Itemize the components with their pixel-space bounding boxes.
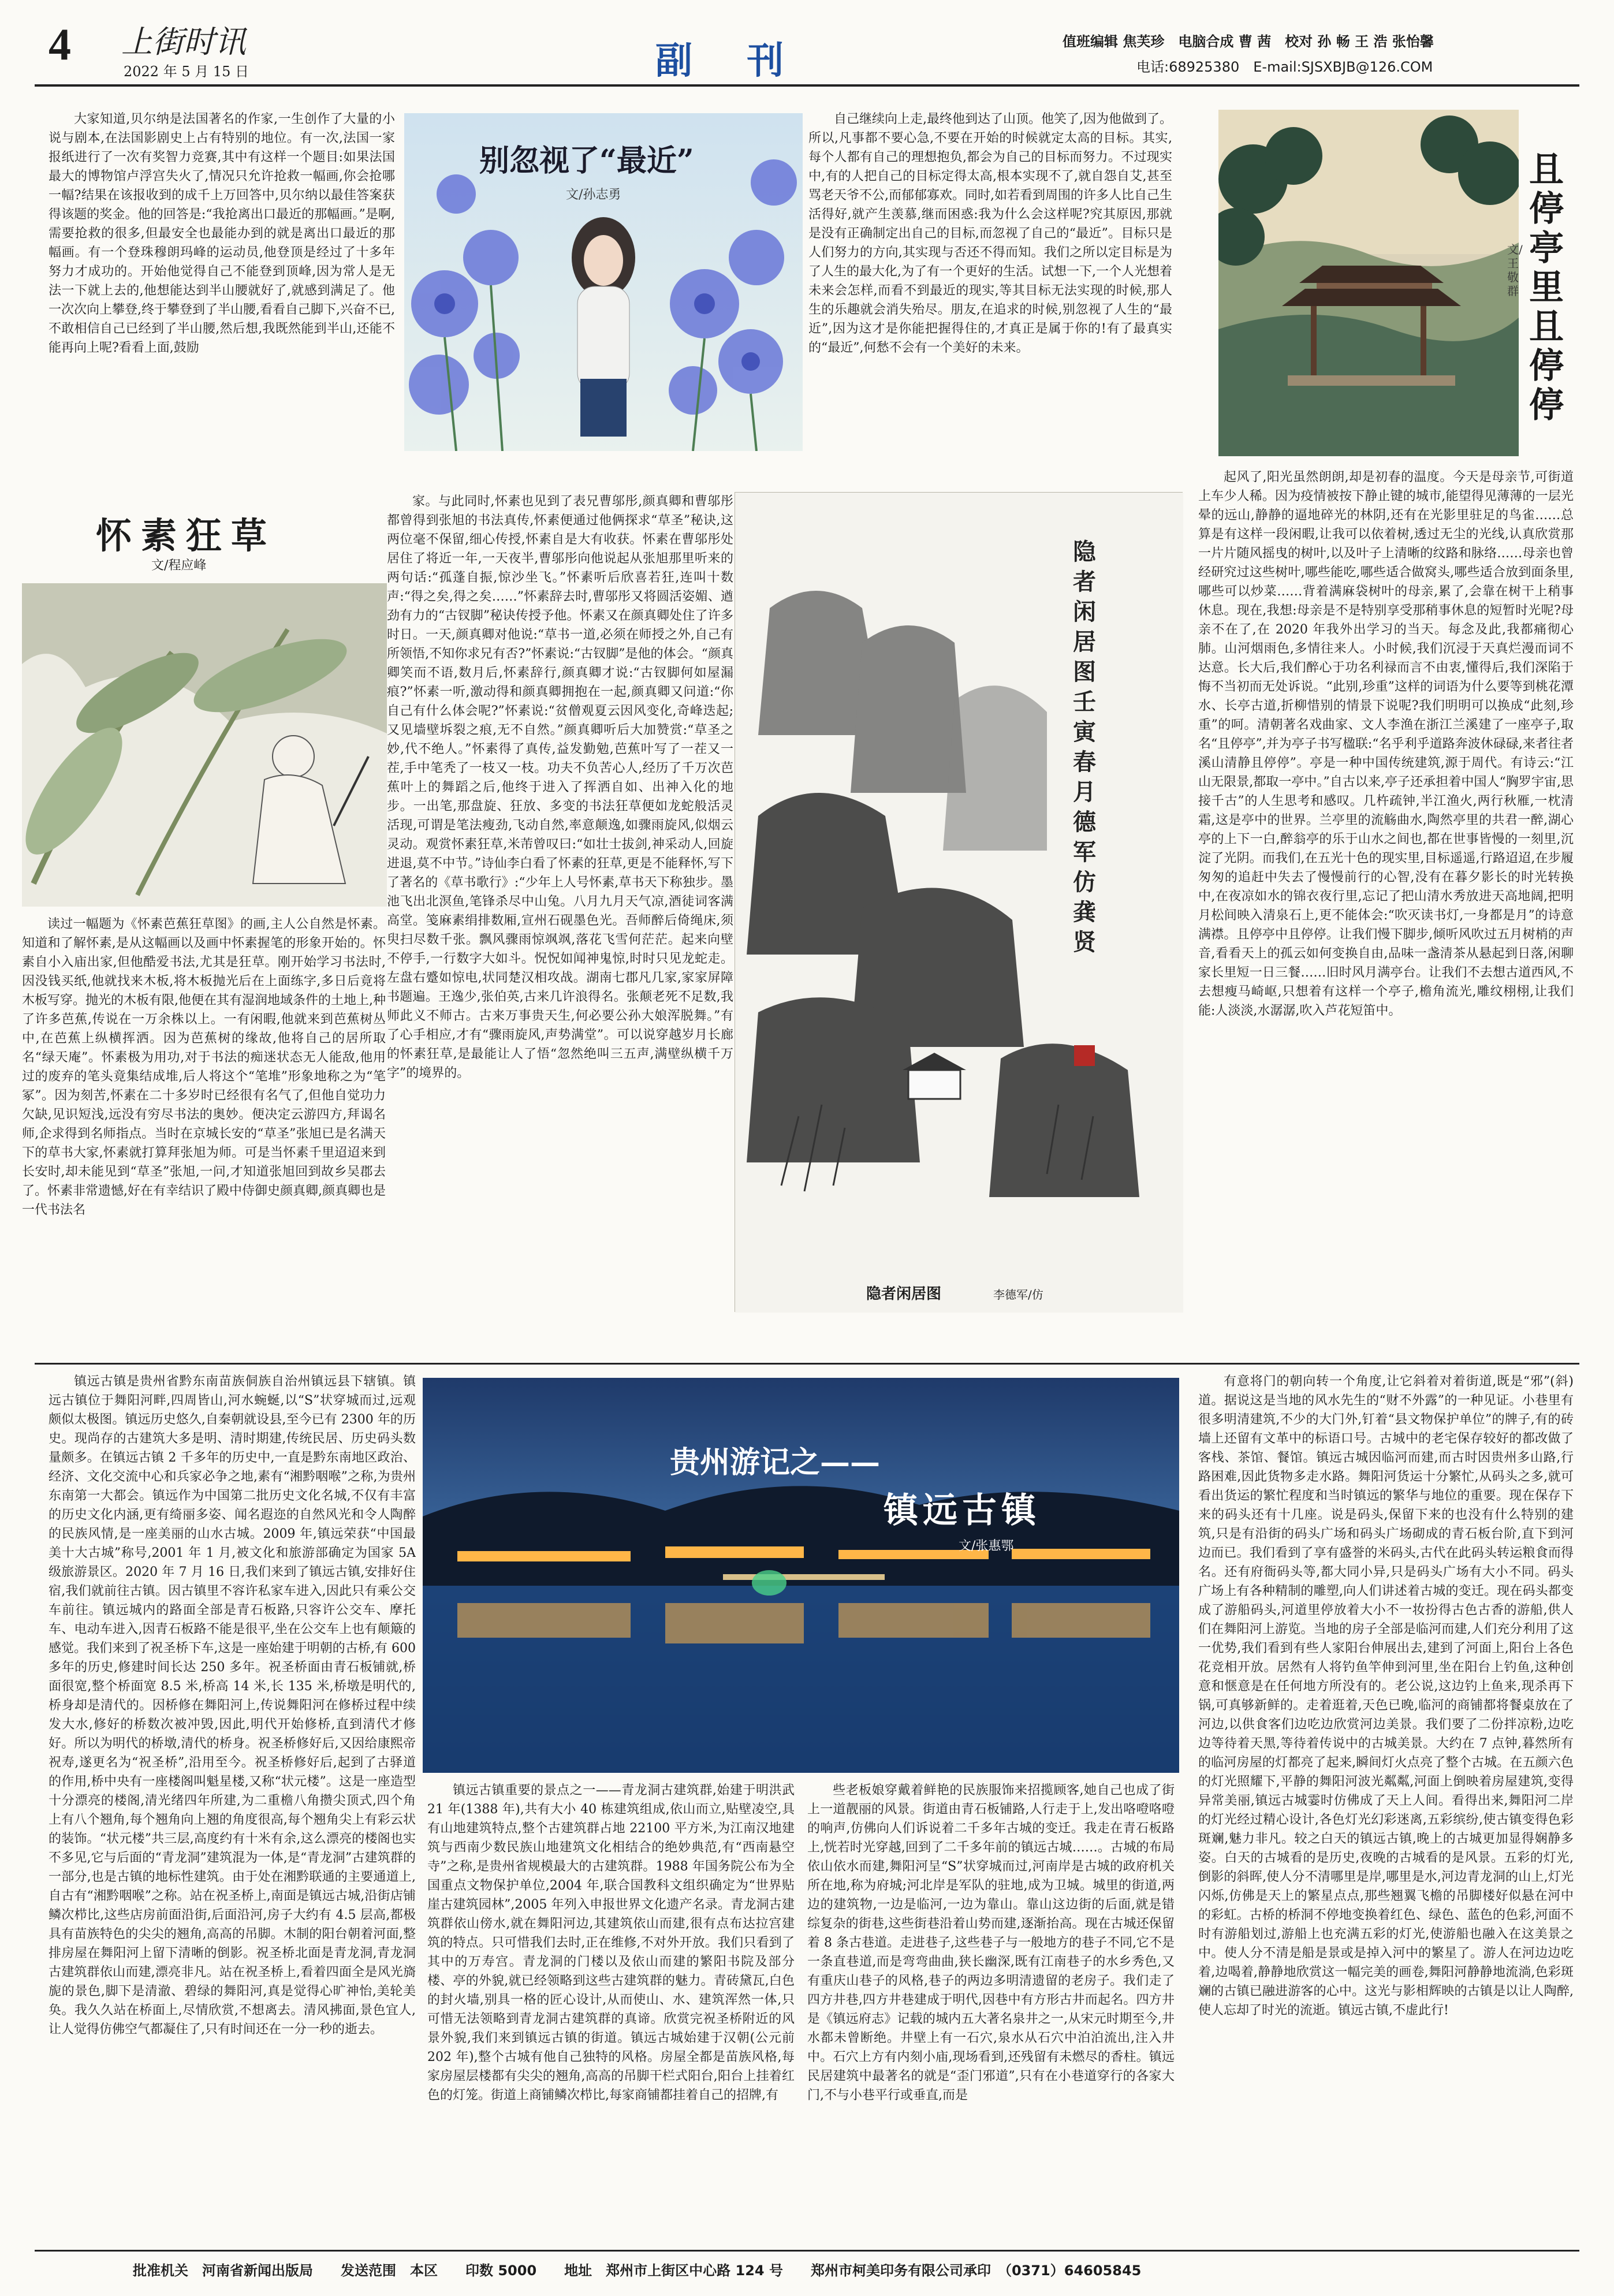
section-title: 副 刊 xyxy=(655,39,805,83)
paper-name: 上街时讯 xyxy=(121,24,246,60)
article2-body-col2: 家。与此同时,怀素也见到了表兄曹邬彤,颜真卿和曹邬彤都曾得到张旭的书法真传,怀素便通过他俩探求“草圣”秘诀,这两位毫不保留,细心传授,怀素自是大有收获。怀素在曹邬彤处居住了将近一年,一天夜半,曹邬彤向他说起从张旭那里听来的两句话:“孤蓬自振,惊沙坐飞。”怀素听后欣喜若狂,连叫十数声:“得之矣,得之矣……”怀素辞去时,曹邬彤又将圆活姿媚、遒劲有力的“古钗脚”秘诀传授予他。怀素又在颜真卿处住了许多时日。一天,颜真卿对他说:“草书一道,必须在师授之外,自己有所领悟,不知你求兄有否?”怀素说:“古钗脚”是他的体会。“颜真卿笑而不语,数月后,怀素辞行,颜真卿才说:“古钗脚何如屋漏痕?”怀素一听,激动得和颜真卿拥抱在一起,颜真卿又问道:“你自己有什么体会呢?”怀素说:“贫僧观夏云因风变化,奇峰迭起;又见墙壁坼裂之痕,无不自然。”颜真卿听后大加赞赏:“草圣之妙,代不绝人。”怀素得了真传,益发勤勉,芭蕉叶写了一茬又一茬,手中笔秃了一枝又一枝。功夫不负苦心人,经历了千万次芭蕉叶上的舞蹈之后,他终于进入了挥洒自如、出神入化的地步。一出笔,那盘旋、狂放、多变的书法狂草便如龙蛇般活灵活现,可谓是笔法瘦劲,飞动自然,率意颠逸,如骤雨旋风,似烟云灵动。观赏怀素狂草,米芾曾叹曰:“如壮士拔剑,神采动人,回旋进退,莫不中节。”诗仙李白看了怀素的狂草,更是不能释怀,写下了著名的《草书歌行》:“少年上人号怀素,草书天下称独步。墨池飞出北溟鱼,笔锋杀尽中山兔。八月九月天气凉,酒徒词客满高堂。笺麻素绢排数厢,宣州石砚墨色光。吾师醉后倚绳床,须臾扫尽数千张。飘风骤雨惊飒飒,落花飞雪何茫茫。起来向壁不停手,一行数字大如斗。怳怳如闻神鬼惊,时时只见龙蛇走。左盘右蹙如惊电,状同楚汉相攻战。湖南七郡凡几家,家家屏障书题遍。王逸少,张伯英,古来几许浪得名。张颠老死不足数,我师此义不师古。古来万事贵天生,何必要公孙大娘浑脱舞。”有了心手相应,才有“骤雨旋风,声势满堂”。可以说穿越岁月长廊的怀素狂草,是最能让人了悟“忽然绝叫三五声,满壁纵横千万字”的境界的。 xyxy=(387,494,733,1080)
staff-line: 值班编辑 焦芙珍 电脑合成 曹 茜 校对 孙 畅 王 浩 张怡馨 xyxy=(1063,33,1434,50)
article4-photo xyxy=(423,1378,1179,1773)
contact-line: 电话:68925380 E-mail:SJSXBJB@126.COM xyxy=(1136,59,1433,75)
article2-title: 怀素狂草 xyxy=(96,515,277,557)
footer-rule xyxy=(35,2250,1579,2252)
article1-title: 别忽视了“最近” xyxy=(479,143,694,178)
article2-body-col1: 读过一幅题为《怀素芭蕉狂草图》的画,主人公自然是怀素。知道和了解怀素,是从这幅画以及画中怀素握笔的形象开始的。怀素自小入庙出家,但他酷爱书法,尤其是狂草。刚开始学习书法时,因没钱买纸,他就找来木板,将木板抛光后在上面练字,多日后竟将木板写穿。抛光的木板有限,他便在其有湿润地域条件的土地上,种了许多芭蕉,传说在一万余株以上。一有闲暇,他就来到芭蕉树丛中,在芭蕉上纵横挥洒。因为芭蕉树的缘故,他将自己的居所取名“绿天庵”。怀素极为用功,对于书法的痴迷状态无人能敌,他用过的废弃的笔头竟集结成堆,后人将这个“笔堆”形象地称之为“笔冢”。因为刻苦,怀素在二十多岁时已经很有名气了,但他自觉功力欠缺,见识短浅,远没有穷尽书法的奥妙。便决定云游四方,拜谒名师,企求得到名师指点。当时在京城长安的“草圣”张旭已是名满天下的草书大家,怀素就打算拜张旭为师。可是当怀素千里迢迢来到长安时,却未能见到“草圣”张旭,一问,才知道张旭回到故乡吴郡去了。怀素非常遗憾,好在有幸结识了殿中侍御史颜真卿,颜真卿也是一代书法名 xyxy=(22,917,386,1217)
article2-illustration xyxy=(22,583,387,907)
article2-author: 文/程应峰 xyxy=(151,558,207,573)
header-rule xyxy=(35,84,1579,87)
footer-text: 批准机关 河南省新闻出版局 发送范围 本区 印数 5000 地址 郑州市上街区中心路 124 号 郑州市柯美印务有限公司承印 （0371）64605845 xyxy=(133,2263,1142,2279)
painting-inscription: 隐者闲居图 壬寅春月 德军 仿龚贤 xyxy=(1073,538,1096,956)
article4-body-col2: 镇远古镇重要的景点之一——青龙洞古建筑群,始建于明洪武 21 年(1388 年),共有大小 40 栋建筑组成,依山而立,贴壁凌空,具有山地建筑特点,整个古建筑群占地 22100 平方米,为江南汉地建筑与西南少数民族山地建筑文化相结合的绝妙典范,有“西南悬空寺”之称,是贵州省规模最大的古建筑群。1988 年国务院公布为全国重点文物保护单位,2004 年,联合国教科文组织确定为“世界贴崖古建筑园林”,2005 年列入申报世界文化遗产名录。青龙洞古建筑群依山傍水,就在舞阳河边,其建筑依山而建,很有点布达拉宫建筑的特点。只可惜我们去时,正在维修,不对外开放。我们只看到了其中的万寿宫。青龙洞的门楼以及依山而建的繁阳书院及部分楼、亭的外貌,就已经领略到这些古建筑群的魅力。青砖黛瓦,白色的封火墙,别具一格的匠心设计,从而使山、水、建筑浑然一体,只可惜无法领略到青龙洞古建筑群的真谛。欣赏完祝圣桥附近的风景外貌,我们来到镇远古镇的街道。镇远古城始建于汉朝(公元前 202 年),整个古城有他自己独特的风格。房屋全都是苗族风格,每家房屋层楼都有尖尖的翘角,高高的吊脚干栏式阳台,阳台上挂着红色的灯笼。街道上商铺鳞次栉比,每家商铺都挂着自己的招牌,有 xyxy=(427,1783,795,2103)
article1-author: 文/孙志勇 xyxy=(566,188,621,202)
painting-frame xyxy=(735,492,1183,1312)
article4-body-col1: 镇远古镇是贵州省黔东南苗族侗族自治州镇远县下辖镇。镇远古镇位于舞阳河畔,四周皆山,河水蜿蜒,以“S”状穿城而过,远观颇似太极图。镇远历史悠久,自秦朝就设县,至今已有 2300 年的历史。现尚存的古建筑大多是明、清时期建,传统民居、历史码头数量颇多。在镇远古镇 2 千多年的历史中,一直是黔东南地区政治、经济、文化交流中心和兵家必争之地,素有“湘黔咽喉”之称,为贵州东南第一大都会。镇远作为中国第二批历史文化名城,不仅有丰富的历史文化内涵,更有绮丽多姿、闻名遐迩的自然风光和令人陶醉的民族风情,是一座美丽的山水古城。2009 年,镇远荣获“中国最美十大古城”称号,2001 年 1 月,被文化和旅游部确定为国家 5A 级旅游景区。2020 年 7 月 16 日,我们来到了镇远古镇,安排好住宿,我们就前往古镇。因古镇里不容许私家车进入,因此只有乘公交车前往。镇远城内的路面全部是青石板路,只容许公交车、摩托车、电动车进入,因青石板路不能是很平,坐在公交车上也有颠簸的感觉。我们来到了祝圣桥下车,这是一座始建于明朝的古桥,有 600 多年的历史,修建时间长达 250 多年。祝圣桥面由青石板铺就,桥面很宽,整个桥面宽 8.5 米,桥高 14 米,长 135 米,桥墩是明代的,桥身却是清代的。因桥修在舞阳河上,传说舞阳河在修桥过程中续发大水,修好的桥数次被冲毁,因此,明代开始修桥,直到清代才修好。所以为明代的桥墩,清代的桥身。祝圣桥修好后,又因给康熙帝祝寿,遂更名为“祝圣桥”,沿用至今。祝圣桥修好后,起到了古驿道的作用,桥中央有一座楼阁叫魁星楼,又称“状元楼”。这是一座造型十分漂亮的楼阁,清光绪四年所建,为二重檐八角攒尖顶式,四个角上有八个翘角,每个翘角向上翘的角度很高,每个翘角尖上有彩云状的装饰。“状元楼”共三层,高度约有十米有余,这么漂亮的楼阁也实不多见,它与后面的“青龙洞”建筑混为一体,是“青龙洞”古建筑群的一部分,也是古镇的地标性建筑。由于处在湘黔联通的主要通道上,自古有“湘黔咽喉”之称。站在祝圣桥上,南面是镇远古城,沿街店铺鳞次栉比,这些店房前面沿街,后面沿河,房子大约有 4.5 层高,都极具有苗族特色的尖尖的翘角,高高的吊脚。木制的阳台朝着河面,整排房屋在舞阳河上留下清晰的倒影。祝圣桥北面是青龙洞,青龙洞古建筑群依山而建,漂亮非凡。站在祝圣桥上,看着四面全是风光旖旎的景色,脚下是清澈、碧绿的舞阳河,真是觉得心旷神怡,美轮美奂。我久久站在桥面上,尽情欣赏,不想离去。清风拂面,景色宜人,让人觉得仿佛空气都凝住了,只有时间还在一分一秒的逝去。 xyxy=(49,1374,416,2037)
article3-author: 文/王敬群 xyxy=(1507,243,1523,298)
article4-body-col3: 些老板娘穿戴着鲜艳的民族服饰来招揽顾客,她自己也成了街上一道靓丽的风景。街道由青石板铺路,人行走于上,发出咯噔咯噔的响声,仿佛向人们诉说着二千多年古城的变迁。我走在青石板路上,恍若时光穿越,回到了二千多年前的镇远古城……。古城的布局依山依水而建,舞阳河呈“S”状穿城而过,河南岸是古城的政府机关所在地,称为府城;河北岸是军队的驻地,成为卫城。城里的街道,两边的建筑物,一边是临河,一边为靠山。靠山这边街的后面,就是错综复杂的街巷,这些街巷沿着山势而建,逐渐抬高。现在古城还保留着 8 条古巷道。走进巷子,这些巷子与一般地方的巷子不同,它不是一条直巷道,而是弯弯曲曲,狭长幽深,既有江南巷子的水乡秀色,又有重庆山巷子的风格,巷子的两边多明清遗留的老房子。我们走了四方井巷,四方井巷建成于明代,因巷中有方形古井而起名。四方井是《镇远府志》记载的城内五大著名泉井之一,从宋元时期至今,井水都未曾断绝。井壁上有一石穴,泉水从石穴中泊泊流出,注入井中。石穴上方有内刻小庙,现场看到,还残留有未燃尽的香柱。镇远民居建筑中最著名的就是“歪门邪道”,只有在小巷道穿行的各家大门,不与小巷平行或垂直,而是 xyxy=(807,1783,1175,2103)
article4-author: 文/张惠鄂 xyxy=(959,1539,1014,1553)
article4-title-line2: 镇远古镇 xyxy=(884,1490,1041,1531)
issue-date: 2022 年 5 月 15 日 xyxy=(124,64,249,80)
article3-title-text: 且停亭里且停停 xyxy=(1529,150,1564,426)
page-number: 4 xyxy=(49,19,71,69)
article1-body-col1: 大家知道,贝尔纳是法国著名的作家,一生创作了大量的小说与剧本,在法国影剧史上占有特别的地位。有一次,法国一家报纸进行了一次有奖智力竞赛,其中有这样一个题目:如果法国最大的博物馆卢浮宫失火了,情况只允许抢救一幅画,你会抢哪一幅?结果在该报收到的成千上万回答中,贝尔纳以最佳答案获得该题的奖金。他的回答是:“我抢离出口最近的那幅画。”是啊,需要抢救的很多,但最安全也最能办到的就是离出口最近的那幅画。有一个登珠穆朗玛峰的运动员,他登顶是经过了十多年努力才成功的。开始他觉得自己不能登到顶峰,因为常人是无法一下就上去的,他想能达到半山腰就好了,就感到满足了。他一次次向上攀登,终于攀登到了半山腰,看看自己脚下,兴奋不已,不敢相信自己已经到了半山腰,然后想,我既然能到半山,还能不能再向上呢?看看上面,鼓励 xyxy=(49,112,395,355)
article3-body: 起风了,阳光虽然朗朗,却是初春的温度。今天是母亲节,可街道上车少人稀。因为疫情被按下静止键的城市,能望得见薄薄的一层光晕的远山,静静的逼地碎光的林阴,还有在光影里驻足的鸟雀……总算是有这样一段闲暇,让我可以依着树,透过无尘的光线,认真欣赏那一片片随风摇曳的树叶,以及叶子上清晰的纹路和脉络……母亲也曾经研究过这些树叶,哪些能吃,哪些适合做窝头,哪些适合放到面条里,哪些可以炒菜……背着满麻袋树叶的母亲,累了,会靠在树干上稍事休息。现在,我想:母亲是不是特别享受那稍事休息的短暂时光呢?母亲不在了,在 2020 年我外出学习的当天。每念及此,我都痛彻心肺。山河烟雨色,多情往来人。小时候,我们沉浸于天真烂漫而词不达意。长大后,我们醉心于功名利禄而言不由衷,懂得后,我们深陷于悔不当初而无处诉说。“此别,珍重”这样的词语为什么要等到桃花潭水、长亭古道,折柳惜别的情景下说呢?我们明明可以换成“此刻,珍重”的呵。清朝著名戏曲家、文人李渔在浙江兰溪建了一座亭子,取名“且停亭”,并为亭子书写楹联:“名乎利乎道路奔波休碌碌,来者往者溪山清静且停停”。亭是一种中国传统建筑,源于周代。有诗云:“江山无限景,都取一亭中。”自古以来,亭子还承担着中国人“胸罗宇宙,思接千古”的人生思考和感叹。几杵疏钟,半江渔火,两行秋雁,一枕清霜,这是亭中的世界。兰亭里的流觞曲水,陶然亭里的共君一醉,湖心亭的上下一白,醉翁亭的乐于山水之间也,都在世事皆慢的一刻里,沉淀了光阴。而我们,在五光十色的现实里,目标遥遥,行路迢迢,在步履匆匆的追赶中失去了慢慢前行的心智,没有在暮夕影长的时光转换中,在夜凉如水的锦衣夜行里,忘记了把山清水秀放进天高地阔,把明月松间映入清泉石上,更不能体会:“吹灭读书灯,一身都是月”的诗意满襟。且停亭中且停停。让我们慢下脚步,倾听风吹过五月树梢的声音,看看天上的孤云如何变换自由,品味一盏清茶从悬起到日落,闲聊家长里短一日三餐……旧时风月满亭台。让我们不去想古道西风,不去想瘦马崎岖,只想着有这样一个亭子,檐角流光,雕纹栩栩,让我们能:人淡淡,水潺潺,吹入芦花短笛中。 xyxy=(1198,470,1574,1018)
article3-illustration xyxy=(1218,110,1519,456)
lower-divider xyxy=(35,1363,1579,1365)
painting-caption: 隐者闲居图 xyxy=(866,1285,942,1303)
painting-seal xyxy=(1074,1045,1095,1066)
article1-body-col2: 自己继续向上走,最终他到达了山顶。他笑了,因为他做到了。所以,凡事都不要心急,不要在开始的时候就定太高的目标。其实,每个人都有自己的理想抱负,都会为自己的目标而努力。不过现实中,有的人把自己的目标定得太高,根本实现不了,就自怨自艾,甚至骂老天爷不公,而郁郁寡欢。同时,如若看到周围的许多人比自己生活得好,就产生羡慕,继而困惑:我为什么会这样呢?究其原因,那就是没有正确制定出自己的目标,而忽视了自己的“最近”。目标只是人们努力的方向,其实现与否还不得而知。我们之所以定目标是为了人生的最大化,为了有一个更好的生活。试想一下,一个人光想着未来会怎样,而看不到最近的现实,等其目标无法实现的时候,那人生的乐趣就会消失殆尽。朋友,在追求的时候,别忽视了人生的“最近”,因为这才是你能把握得住的,才真正是属于你的!有了最真实的“最近”,何愁不会有一个美好的未来。 xyxy=(808,112,1172,355)
article4-body-col4: 有意将门的朝向转一个角度,让它斜着对着街道,既是“邪”(斜)道。据说这是当地的风水先生的“财不外露”的一种见证。小巷里有很多明清建筑,不少的大门外,钉着“县文物保护单位”的牌子,有的砖墙上还留有文革中的标语口号。古城中的老宅保存较好的都改做了客栈、茶馆、餐馆。镇远古城因临河而建,而古时因贵州多山路,行路困难,因此货物多走水路。舞阳河货运十分繁忙,从码头之多,就可看出货运的繁忙程度和当时镇远的繁华与地位的重要。现在保存下来的码头还有十几座。说是码头,保留下来的也没有什么特别的建筑,只是有沿街的码头广场和码头广场砌成的青石板台阶,直下到河边而已。我们看到了享有盛誉的米码头,古代在此码头转运粮食而得名。还有府衙码头等,都大同小异,只是码头广场有大小不同。码头广场上有各种精制的雕塑,向人们讲述着古城的变迁。现在码头都变成了游船码头,河道里停放着大小不一妆扮得古色古香的游船,供人们在舞阳河上游览。当地的房子全部是临河而建,人们充分利用了这一优势,我们看到有些人家阳台伸展出去,建到了河面上,阳台上各色花竞相开放。居然有人将钓鱼竿伸到河里,坐在阳台上钓鱼,这种创意和惬意是在任何地方所没有的。老公说,这边钓上鱼来,现杀再下锅,可真够新鲜的。走着逛着,天色已晚,临河的商铺都将餐桌放在了河边,以供食客们边吃边欣赏河边美景。我们要了二份拌凉粉,边吃边等待着天黑,等待着传说中的古城美景。大约在 7 点钟,暮然所有的临河房屋的灯都亮了起来,瞬间灯火点亮了整个古城。在五颜六色的灯光照耀下,平静的舞阳河波光粼粼,河面上倒映着房屋建筑,变得异常美丽,镇远古城霎时仿佛成了天上人间。看得出来,舞阳河二岸的灯光经过精心设计,各色灯光幻彩迷离,五彩缤纷,使古镇变得色彩斑斓,魅力非凡。较之白天的镇远古镇,晚上的古城更加显得娴静多姿。白天的古城看的是历史,夜晚的古城看的是风景。五彩的灯光,倒影的斜晖,使人分不清哪里是岸,哪里是水,河边青龙洞的山上,灯光闪烁,仿佛是天上的繁星点点,那些翘翼飞檐的吊脚楼好似悬在河中的彩虹。古桥的桥洞不停地变换着红色、绿色、蓝色的色彩,河面不时有游船划过,游船上也充满五彩的灯光,使游船也融入在这美景之中。使人分不清是船是景或是掉入河中的繁星了。游人在河边边吃着,边喝着,静静地欣赏这一幅完美的画卷,舞阳河静静地流淌,色彩斑斓的古镇已融进游客的心中。这光与影相辉映的古镇是以让人陶醉,使人忘却了时光的流逝。镇远古镇,不虚此行! xyxy=(1198,1374,1574,2018)
article4-title-line1: 贵州游记之—— xyxy=(670,1445,881,1480)
article3-title xyxy=(1529,150,1567,425)
painting-credit: 李德军/仿 xyxy=(993,1288,1043,1302)
